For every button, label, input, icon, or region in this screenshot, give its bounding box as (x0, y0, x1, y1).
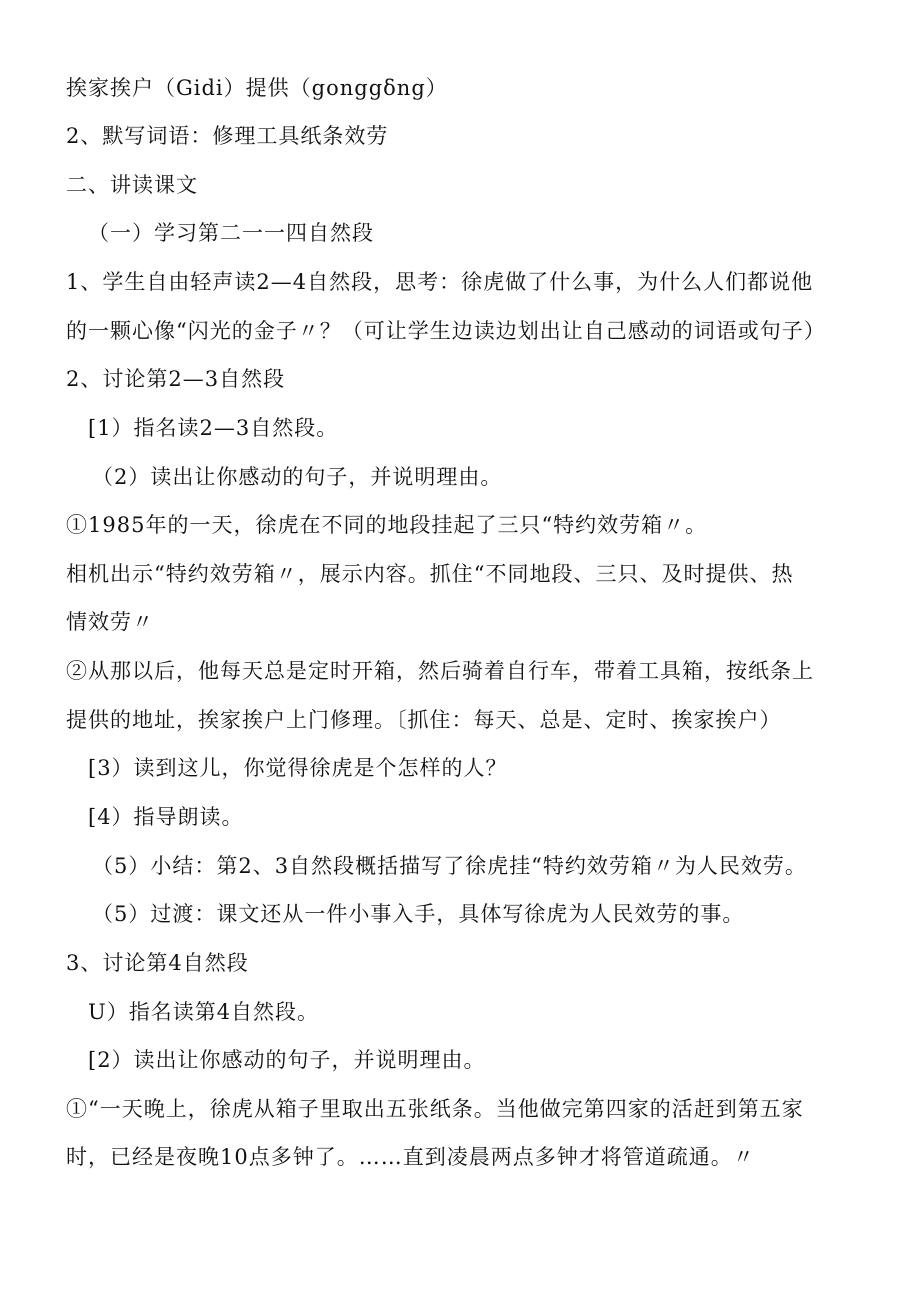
text-line-9: （2）读出让你感动的句子，并说明理由。 (92, 465, 503, 489)
text-line-17: （5）小结：第2、3自然段概括描写了徐虎挂“特约效劳箱〃为人民效劳。 (92, 854, 807, 878)
text-line-16: [4）指导朗读。 (88, 805, 244, 829)
subsection-heading: （一）学习第二一一四自然段 (88, 221, 374, 245)
text-line-13: ②从那以后，他每天总是定时开箱，然后骑着自行车，带着工具箱，按纸条上 (66, 659, 814, 683)
text-line-10: ①1985年的一天，徐虎在不同的地段挂起了三只“特约效劳箱〃。 (66, 513, 708, 537)
text-line-23: 时，已经是夜晚10点多钟了。……直到凌晨两点多钟才将管道疏通。〃 (66, 1145, 755, 1169)
text-line-6: 的一颗心像“闪光的金子〃？（可让学生边读边划出让自己感动的词语或句子） (66, 319, 826, 343)
text-line-11: 相机出示“特约效劳箱〃，展示内容。抓住“不同地段、三只、及时提供、热 (66, 562, 794, 586)
text-line-19: 3、讨论第4自然段 (66, 951, 249, 975)
text-line-22: ①“一天晚上，徐虎从箱子里取出五张纸条。当他做完第四家的活赶到第五家 (66, 1097, 804, 1121)
text-line-5: 1、学生自由轻声读2—4自然段，思考：徐虎做了什么事，为什么人们都说他 (66, 270, 814, 294)
text-line-21: [2）读出让你感动的句子，并说明理由。 (88, 1048, 486, 1072)
text-line-12: 情效劳〃 (66, 610, 154, 634)
text-line-2: 2、默写词语：修理工具纸条效劳 (66, 124, 389, 148)
text-line-20: U）指名读第4自然段。 (88, 1000, 320, 1024)
text-line-7: 2、讨论第2—3自然段 (66, 367, 286, 391)
text-line-14: 提供的地址，挨家挨户上门修理。〔抓住：每天、总是、定时、挨家挨户） (66, 708, 782, 732)
section-heading: 二、讲读课文 (66, 173, 198, 197)
text-line-8: [1）指名读2—3自然段。 (88, 416, 339, 440)
text-line-15: [3）读到这儿，你觉得徐虎是个怎样的人？ (88, 756, 508, 780)
text-line-1: 挨家挨户（Gidi）提供（gonggδng） (66, 76, 448, 100)
text-line-18: （5）过渡：课文还从一件小事入手，具体写徐虎为人民效劳的事。 (92, 902, 745, 926)
